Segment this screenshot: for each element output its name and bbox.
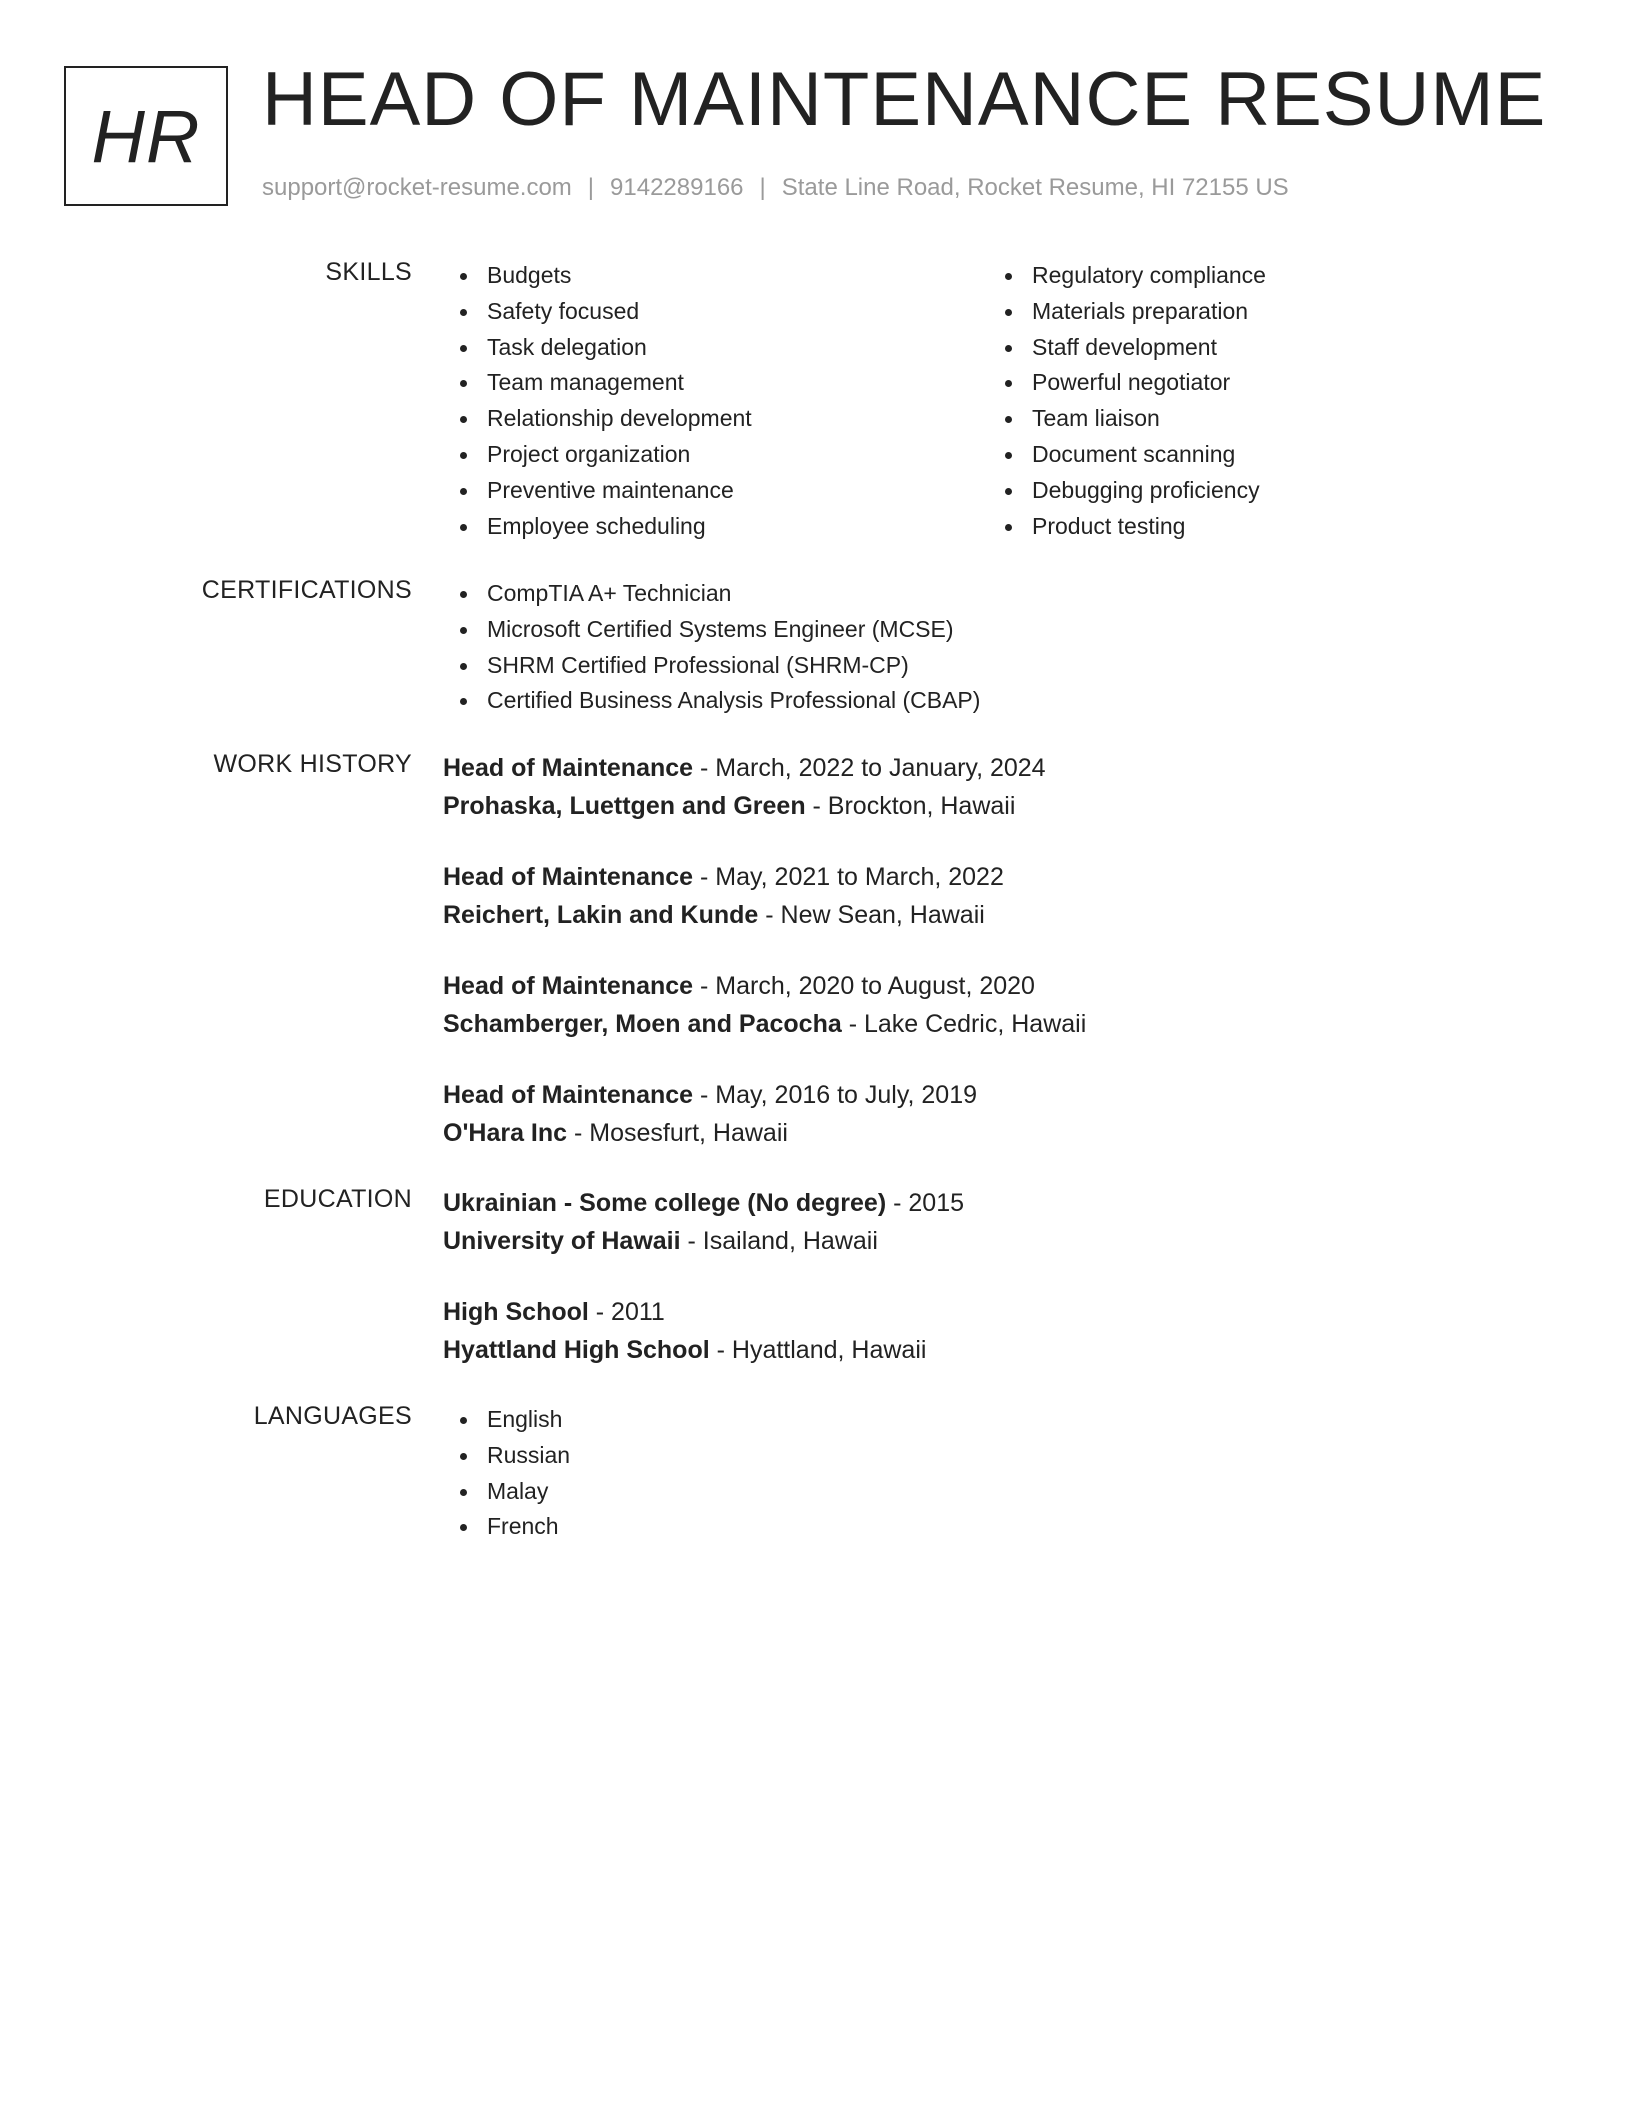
job-company: O'Hara Inc	[443, 1118, 568, 1147]
contact-phone: 9142289166	[610, 174, 744, 201]
language-item: English	[443, 1402, 570, 1438]
education-degree: High School	[443, 1298, 589, 1326]
section-label-languages: LANGUAGES	[253, 1402, 412, 1430]
job-title: Head of Maintenance	[443, 754, 694, 782]
section-label-education: EDUCATION	[263, 1185, 412, 1213]
education-school: Hyattland High School	[443, 1335, 710, 1364]
job-title: Head of Maintenance	[443, 1081, 694, 1109]
job-entry	[443, 859, 1086, 934]
education-school: University of Hawaii	[443, 1226, 681, 1255]
language-item: French	[443, 1509, 570, 1545]
certification-item: Microsoft Certified Systems Engineer (MCSE)	[443, 612, 980, 648]
skills-content	[443, 258, 1266, 544]
skill-item: Task delegation	[443, 330, 752, 366]
monogram-logo: HR	[64, 66, 228, 206]
skill-item: Budgets	[443, 258, 752, 294]
certification-item: SHRM Certified Professional (SHRM-CP)	[443, 648, 980, 684]
certification-item: CompTIA A+ Technician	[443, 576, 980, 612]
language-item: Russian	[443, 1438, 570, 1474]
job-dates: - March, 2022 to January, 2024	[693, 754, 1046, 782]
job-dates: - May, 2021 to March, 2022	[693, 863, 1004, 891]
skill-item: Employee scheduling	[443, 509, 752, 545]
skill-item: Debugging proficiency	[988, 473, 1266, 509]
contact-email: support@rocket-resume.com	[262, 174, 572, 201]
skill-item: Powerful negotiator	[988, 365, 1266, 401]
skill-item: Preventive maintenance	[443, 473, 752, 509]
education-year: - 2015	[886, 1189, 965, 1217]
job-company: Schamberger, Moen and Pacocha	[443, 1009, 842, 1038]
languages-content	[443, 1402, 570, 1545]
job-title: Head of Maintenance	[443, 972, 694, 1000]
section-label-certifications: CERTIFICATIONS	[201, 576, 412, 604]
education-entry	[443, 1294, 964, 1369]
education-location: - Hyattland, Hawaii	[709, 1335, 927, 1364]
job-company: Prohaska, Luettgen and Green	[443, 791, 806, 820]
skill-item: Relationship development	[443, 401, 752, 437]
job-location: - New Sean, Hawaii	[758, 900, 985, 929]
skill-item: Materials preparation	[988, 294, 1266, 330]
certifications-content	[443, 576, 980, 719]
skill-item: Regulatory compliance	[988, 258, 1266, 294]
contact-separator: |	[587, 174, 595, 201]
job-location: - Brockton, Hawaii	[805, 791, 1016, 820]
skill-item: Product testing	[988, 509, 1266, 545]
skill-item: Safety focused	[443, 294, 752, 330]
job-company: Reichert, Lakin and Kunde	[443, 900, 759, 929]
skill-item: Team liaison	[988, 401, 1266, 437]
skill-item: Team management	[443, 365, 752, 401]
work-history-content	[443, 750, 1086, 1152]
skills-list-col1	[443, 258, 752, 544]
education-entry	[443, 1185, 964, 1260]
job-entry	[443, 1077, 1086, 1152]
job-entry	[443, 968, 1086, 1043]
education-degree: Ukrainian - Some college (No degree)	[443, 1189, 887, 1217]
contact-line	[262, 174, 1289, 202]
education-content	[443, 1185, 964, 1369]
skill-item: Staff development	[988, 330, 1266, 366]
job-dates: - March, 2020 to August, 2020	[693, 972, 1035, 1000]
job-dates: - May, 2016 to July, 2019	[693, 1081, 978, 1109]
resume-title: HEAD OF MAINTENANCE RESUME	[262, 57, 1547, 142]
skills-list-col2	[988, 258, 1266, 544]
education-year: - 2011	[588, 1298, 665, 1326]
section-label-work-history: WORK HISTORY	[213, 750, 412, 778]
certifications-list	[443, 576, 980, 719]
section-label-skills: SKILLS	[325, 258, 412, 286]
job-entry	[443, 750, 1086, 825]
job-title: Head of Maintenance	[443, 863, 694, 891]
language-item: Malay	[443, 1474, 570, 1510]
education-location: - Isailand, Hawaii	[680, 1226, 878, 1255]
contact-separator: |	[759, 174, 766, 201]
skill-item: Document scanning	[988, 437, 1266, 473]
skill-item: Project organization	[443, 437, 752, 473]
languages-list	[443, 1402, 570, 1545]
job-location: - Lake Cedric, Hawaii	[841, 1009, 1087, 1038]
contact-address: State Line Road, Rocket Resume, HI 72155 US	[781, 174, 1289, 201]
certification-item: Certified Business Analysis Professional (CBAP)	[443, 683, 980, 719]
job-location: - Mosesfurt, Hawaii	[567, 1118, 788, 1147]
